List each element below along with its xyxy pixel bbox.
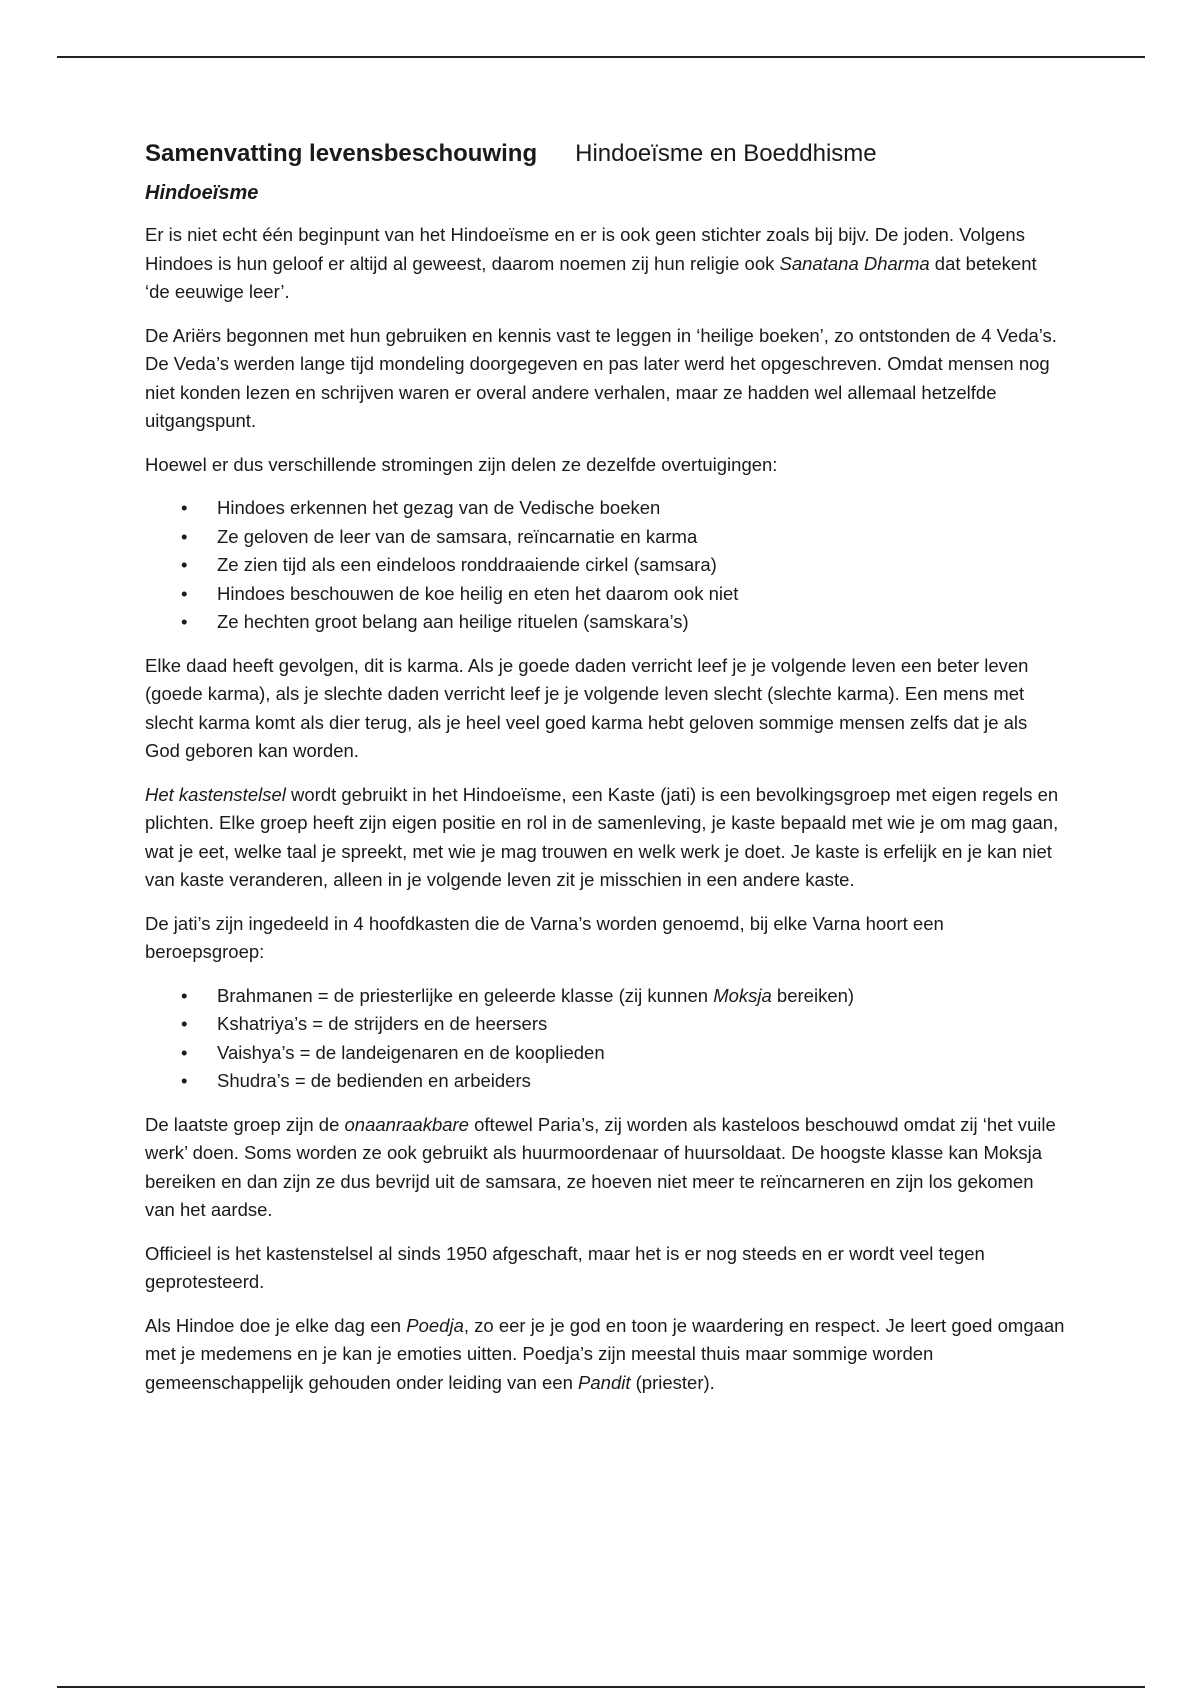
paragraph-abolished: Officieel is het kastenstelsel al sinds 1950 afgeschaft, maar het is er nog steeds en er wordt veel tegen geprotesteerd. (145, 1242, 985, 1292)
text-run: bereiken) (771, 984, 855, 1006)
list-item: • Vaishya’s = de landeigenaren en de kooplieden (217, 1039, 1065, 1068)
text-run: Als Hindoe doe je elke dag een (145, 1314, 407, 1336)
paragraph-vedas: De Ariërs begonnen met hun gebruiken en kennis vast te leggen in ‘heilige boeken’, zo ontstonden de 4 Veda’s. De Veda’s werden lange tijd mondeling doorgegeven en pas later werd het opgeschreven. Omdat mensen nog niet konden lezen en schrijven waren er overal andere verhalen, maar ze hadden wel allemaal hetzelfde uitgangspunt. (145, 324, 1057, 431)
paragraph-poedja (145, 1312, 1065, 1398)
list-item: • Ze zien tijd als een eindeloos ronddraaiende cirkel (samsara) (217, 551, 1065, 580)
term-moksja: Moksja (713, 984, 772, 1006)
section-heading: Hindoeïsme (145, 181, 259, 204)
term-onaanraakbare: onaanraakbare (344, 1113, 469, 1135)
term-kastenstelsel: Het kastenstelsel (145, 783, 286, 805)
term-poedja: Poedja (406, 1314, 464, 1336)
list-item: • Hindoes beschouwen de koe heilig en eten het daarom ook niet (217, 580, 1065, 609)
paragraph-varnas-intro: De jati’s zijn ingedeeld in 4 hoofdkasten die de Varna’s worden genoemd, bij elke Varna hoort een beroepsgroep: (145, 912, 944, 962)
list-item: • Kshatriya’s = de strijders en de heersers (217, 1010, 1065, 1039)
paragraph-karma: Elke daad heeft gevolgen, dit is karma. Als je goede daden verricht leef je je volgende leven een beter leven (goede karma), als je slechte daden verricht leef je je volgende leven slecht (slechte karma). Een mens met slecht karma komt als dier terug, als je heel veel goed karma hebt geloven sommige mensen zelfs dat je als God geboren kan worden. (145, 654, 1029, 761)
paragraph-paria (145, 1111, 1065, 1225)
term-pandit: Pandit (578, 1371, 631, 1393)
paragraph-origin (145, 221, 1065, 307)
list-item (217, 982, 1065, 1011)
document-body (145, 140, 1065, 1412)
castes-list (145, 982, 1065, 1096)
beliefs-list (145, 494, 1065, 637)
list-item: • Shudra’s = de bedienden en arbeiders (217, 1067, 1065, 1096)
document-header (145, 140, 1065, 169)
term-sanatana-dharma: Sanatana Dharma (779, 252, 930, 274)
list-item: • Ze hechten groot belang aan heilige rituelen (samskara’s) (217, 608, 1065, 637)
bottom-rule (57, 1686, 1145, 1688)
text-run: oftewel Paria’s, zij worden als kasteloos beschouwd omdat zij ‘het vuile werk’ doen. Soms worden ze ook gebruikt als huurmoordenaar of huursoldaat. De hoogste klasse kan Moksja bereiken en dan zijn ze dus bevrijd uit de samsara, ze hoeven niet meer te reïncarneren en zijn los gekomen van het aardse. (145, 1113, 1056, 1220)
text-run: dat betekent ‘de eeuwige leer’. (145, 252, 1037, 302)
paragraph-beliefs-intro: Hoewel er dus verschillende stromingen zijn delen ze dezelfde overtuigingen: (145, 453, 778, 475)
top-rule (57, 56, 1145, 58)
text-run: De laatste groep zijn de (145, 1113, 345, 1135)
paragraph-caste-system (145, 781, 1065, 895)
text-run: (priester). (630, 1371, 715, 1393)
text-run: , zo eer je je god en toon je waardering en respect. Je leert goed omgaan met je medemens en je kan je emoties uitten. Poedja’s zijn meestal thuis maar sommige worden gemeenschappelijk gehouden onder leiding van een (145, 1314, 1065, 1393)
list-item: • Hindoes erkennen het gezag van de Vedische boeken (217, 494, 1065, 523)
document-subtitle: Hindoeïsme en Boeddhisme (575, 140, 877, 167)
text-run: Brahmanen = de priesterlijke en geleerde klasse (zij kunnen (217, 984, 714, 1006)
document-title: Samenvatting levensbeschouwing (145, 140, 538, 167)
text-run: wordt gebruikt in het Hindoeïsme, een Kaste (jati) is een bevolkingsgroep met eigen regels en plichten. Elke groep heeft zijn eigen positie en rol in de samenleving, je kaste bepaald met wie je om mag gaan, wat je eet, welke taal je spreekt, met wie je mag trouwen en welk werk je doet. Je kaste is erfelijk en je kan niet van kaste veranderen, alleen in je volgende leven zit je misschien in een andere kaste. (145, 783, 1059, 890)
list-item: • Ze geloven de leer van de samsara, reïncarnatie en karma (217, 523, 1065, 552)
text-run: Er is niet echt één beginpunt van het Hindoeïsme en er is ook geen stichter zoals bij bijv. De joden. Volgens Hindoes is hun geloof er altijd al geweest, daarom noemen zij hun religie ook (145, 224, 1025, 274)
